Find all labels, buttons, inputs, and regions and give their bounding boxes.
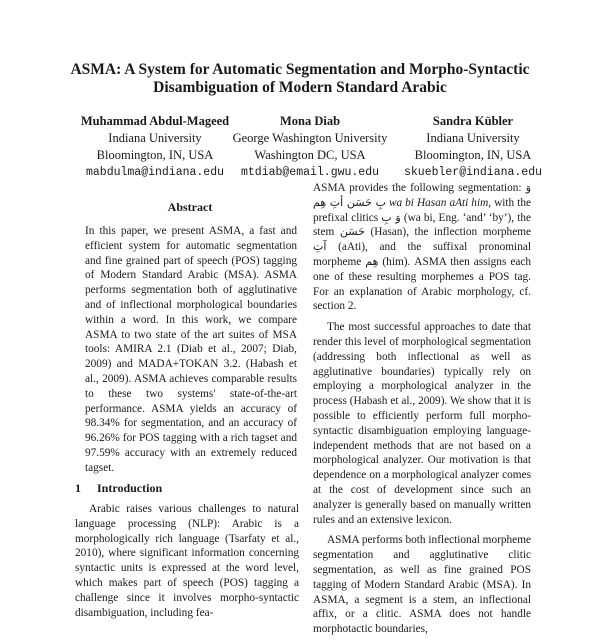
arabic-text: آتِ [313, 240, 327, 254]
author-email: skuebler@indiana.edu [403, 166, 543, 179]
author-location: Bloomington, IN, USA [96, 148, 214, 162]
arabic-text: هِم [365, 254, 379, 268]
text-span: , with the prefixal clitics [313, 196, 531, 224]
author-affiliation: Indiana University [108, 131, 202, 145]
author-name: Sandra Kübler [432, 114, 514, 128]
text-span: (aAti), and the suffixal pronominal morpheme [313, 241, 531, 268]
right-paragraph-1 [313, 181, 531, 314]
intro-paragraph: Arabic raises various challenges to natural language processing (NLP): Arabic is a morphologically rich language (Tsarfaty et al., 2010), where significant information concerning syntactic units is expressed at the word level, which makes part of speech (POS) tagging a challenge since it involves morpho-syntactic disambiguation, including fea- [75, 503, 299, 619]
arabic-text: حَسَن [339, 225, 365, 239]
author-name: Muhammad Abdul-Mageed [80, 114, 230, 128]
text-span: (Hasan), the inflection morpheme [370, 226, 532, 239]
right-paragraph-2: The most successful approaches to date that render this level of morphological segmentation (addressing both inflectional as well as agglutinative boundaries) typically rely on employing a morphological analyzer in the process (Habash et al., 2009). We show that it is possible to efficiently perform full morpho-syntactic disambiguation employing language-independent methods that are not based on a morphological analyzer. Our motivation is that dependence on a morphological analyzer comes at the cost of development since such an analyzer is generally based on manually written rules and an extensive lexicon. [313, 321, 531, 526]
title-line-1: ASMA: A System for Automatic Segmentation and Morpho-Syntactic [70, 61, 530, 78]
title-line-2: Disambiguation of Modern Standard Arabic [153, 79, 447, 96]
right-paragraph-3: ASMA performs both inflectional morpheme segmentation and agglutinative clitic segmentation, as well as fine grained POS tagging of Modern Standard Arabic (MSA). In ASMA, a segment is a stem, an inflectional affix, or a clitic. ASMA does not handle morphotactic boundaries, [313, 534, 531, 636]
right-column [313, 181, 531, 643]
author-name: Mona Diab [279, 114, 341, 128]
paper-title [40, 61, 560, 97]
text-span: ASMA provides the following segmentation: [313, 182, 522, 194]
author-affiliation: Indiana University [426, 131, 520, 145]
author-email: mabdulma@indiana.edu [85, 166, 225, 179]
author-affiliation: George Washington University [232, 131, 388, 145]
author-location: Washington DC, USA [254, 148, 366, 162]
author-block-3 [378, 113, 568, 181]
section-heading-introduction [75, 481, 178, 496]
author-email: mtdiab@email.gwu.edu [240, 166, 380, 179]
arabic-text: وَ بِ [381, 210, 401, 224]
transliteration: wa bi Hasan aAti him [388, 196, 489, 209]
abstract-text: In this paper, we present ASMA, a fast and efficient system for automatic segmentation and fine grained part of speech (POS) tagging of Modern Standard Arabic (MSA). ASMA performs segmentation both of agglutinative and of inflectional morphological boundaries within a word. In this work, we compare ASMA to two state of the art suites of MSA tools: AMIRA 2.1 (Diab et al., 2007; Diab, 2009) and MADA+TOKAN 3.2. (Habash et al., 2009). ASMA achieves comparable results to these two systems' state-of-the-art performance. ASMA yields an accuracy of 98.34% for segmentation, and an accuracy of 96.26% for POS tagging with a rich tagset and 97.59% accuracy with an extremely reduced tagset. [85, 225, 297, 474]
abstract-heading: Abstract [167, 200, 213, 214]
text-span: (him). ASMA then assigns each one of these resulting morphemes a POS tag. For an explanation of Arabic morphology, cf. section 2. [313, 255, 532, 313]
text-span: (wa bi, Eng. ‘and’ ‘by’), the stem [313, 211, 532, 239]
abstract-body [85, 224, 297, 476]
section-title: Introduction [97, 481, 163, 495]
section-number: 1 [75, 481, 81, 495]
arabic-text: وَ بِ حَسَن أتِ هِم [313, 181, 532, 209]
author-location: Bloomington, IN, USA [414, 148, 532, 162]
introduction-body [75, 502, 299, 620]
author-block-2 [215, 113, 405, 181]
